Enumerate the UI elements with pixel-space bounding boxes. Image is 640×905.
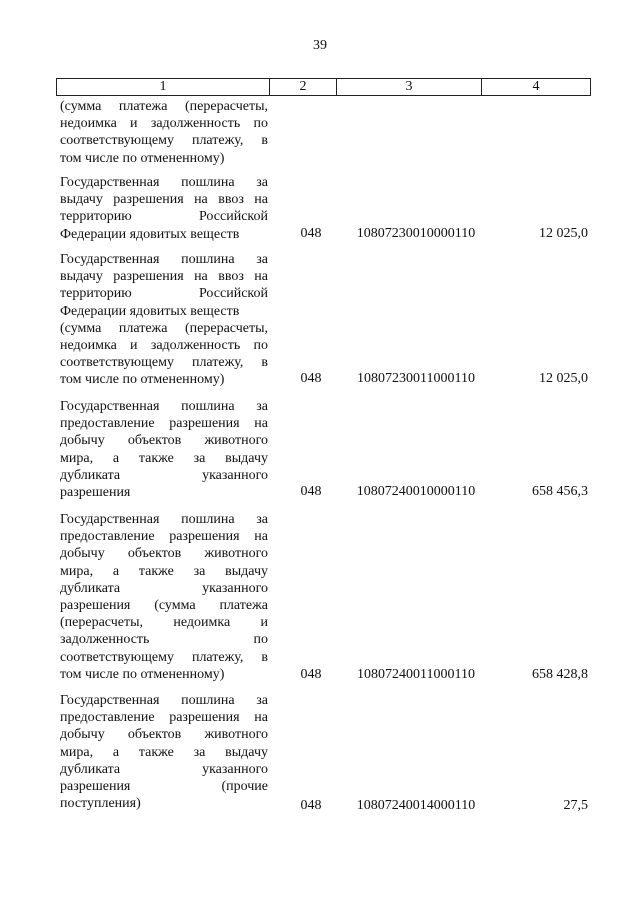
row-description: [60, 511, 268, 683]
row-amount: 658 428,8: [532, 667, 588, 682]
description-line: (сумма платежа (перерасчеты,: [60, 320, 268, 336]
row-amount: 12 025,0: [539, 225, 588, 241]
description-line: разрешения (сумма платежа: [60, 598, 268, 614]
column-header-4: 4: [482, 79, 591, 96]
row-kbk: 10807240010000110: [356, 484, 476, 499]
description-line: дубликата указанного: [60, 580, 268, 596]
column-header-3: 3: [337, 79, 482, 96]
row-description: [60, 98, 268, 167]
description-line: мира, а также за выдачу: [60, 450, 268, 466]
description-line: том числе по отмененному): [60, 372, 225, 388]
description-line: соответствующему платежу, в: [60, 355, 268, 371]
description-line: Государственная пошлина за: [60, 693, 268, 708]
column-header-1: 1: [57, 79, 270, 96]
row-amount: 27,5: [563, 798, 588, 813]
description-line: разрешения: [60, 485, 131, 501]
row-amount: 658 456,3: [532, 484, 588, 499]
description-line: добычу объектов животного: [60, 727, 268, 743]
row-code: 048: [300, 798, 322, 813]
column-header-2: 2: [270, 79, 337, 96]
description-line: дубликата указанного: [60, 761, 268, 777]
row-description: [60, 398, 268, 501]
description-line: предоставление разрешения на: [60, 529, 268, 545]
row-kbk: 10807230010000110: [356, 225, 476, 241]
description-line: Государственная пошлина за: [60, 252, 268, 267]
description-line: Государственная пошлина за: [60, 175, 268, 190]
column-header-table: [56, 78, 591, 96]
description-line: территорию Российской: [60, 286, 268, 302]
row-code: 048: [300, 484, 322, 499]
description-line: (перерасчеты, недоимка и: [60, 615, 268, 631]
row-kbk: 10807230011000110: [357, 371, 475, 387]
description-line: Федерации ядовитых веществ: [60, 226, 240, 242]
description-line: соответствующему платежу, в: [60, 133, 268, 149]
row-kbk: 10807240011000110: [357, 667, 475, 682]
description-line: Государственная пошлина за: [60, 399, 268, 414]
description-line: добычу объектов животного: [60, 546, 268, 562]
description-line: том числе по отмененному): [60, 150, 225, 166]
description-line: выдачу разрешения на ввоз на: [60, 269, 268, 285]
description-line: недоимка и задолженность по: [60, 116, 268, 132]
row-description: [60, 692, 268, 812]
row-description: [60, 174, 268, 243]
description-line: Государственная пошлина за: [60, 512, 268, 527]
description-line: добычу объектов животного: [60, 433, 268, 449]
description-line: предоставление разрешения на: [60, 416, 268, 432]
description-line: предоставление разрешения на: [60, 710, 268, 726]
row-code: 048: [300, 225, 322, 241]
description-line: территорию Российской: [60, 209, 268, 225]
description-line: (сумма платежа (перерасчеты,: [60, 99, 268, 114]
description-line: мира, а также за выдачу: [60, 563, 268, 579]
column-header-row: [57, 79, 591, 96]
description-line: недоимка и задолженность по: [60, 338, 268, 354]
row-code: 048: [300, 667, 322, 682]
description-line: поступления): [60, 796, 141, 812]
description-line: разрешения (прочие: [60, 779, 268, 795]
row-amount: 12 025,0: [539, 371, 588, 387]
description-line: том числе по отмененному): [60, 666, 225, 682]
row-code: 048: [300, 371, 322, 387]
page-number: 39: [313, 38, 327, 53]
description-line: соответствующему платежу, в: [60, 649, 268, 665]
description-line: выдачу разрешения на ввоз на: [60, 192, 268, 208]
description-line: мира, а также за выдачу: [60, 744, 268, 760]
description-line: Федерации ядовитых веществ: [60, 303, 240, 319]
description-line: задолженность по: [60, 632, 268, 648]
description-line: дубликата указанного: [60, 467, 268, 483]
row-kbk: 10807240014000110: [356, 798, 476, 813]
row-description: [60, 251, 268, 389]
